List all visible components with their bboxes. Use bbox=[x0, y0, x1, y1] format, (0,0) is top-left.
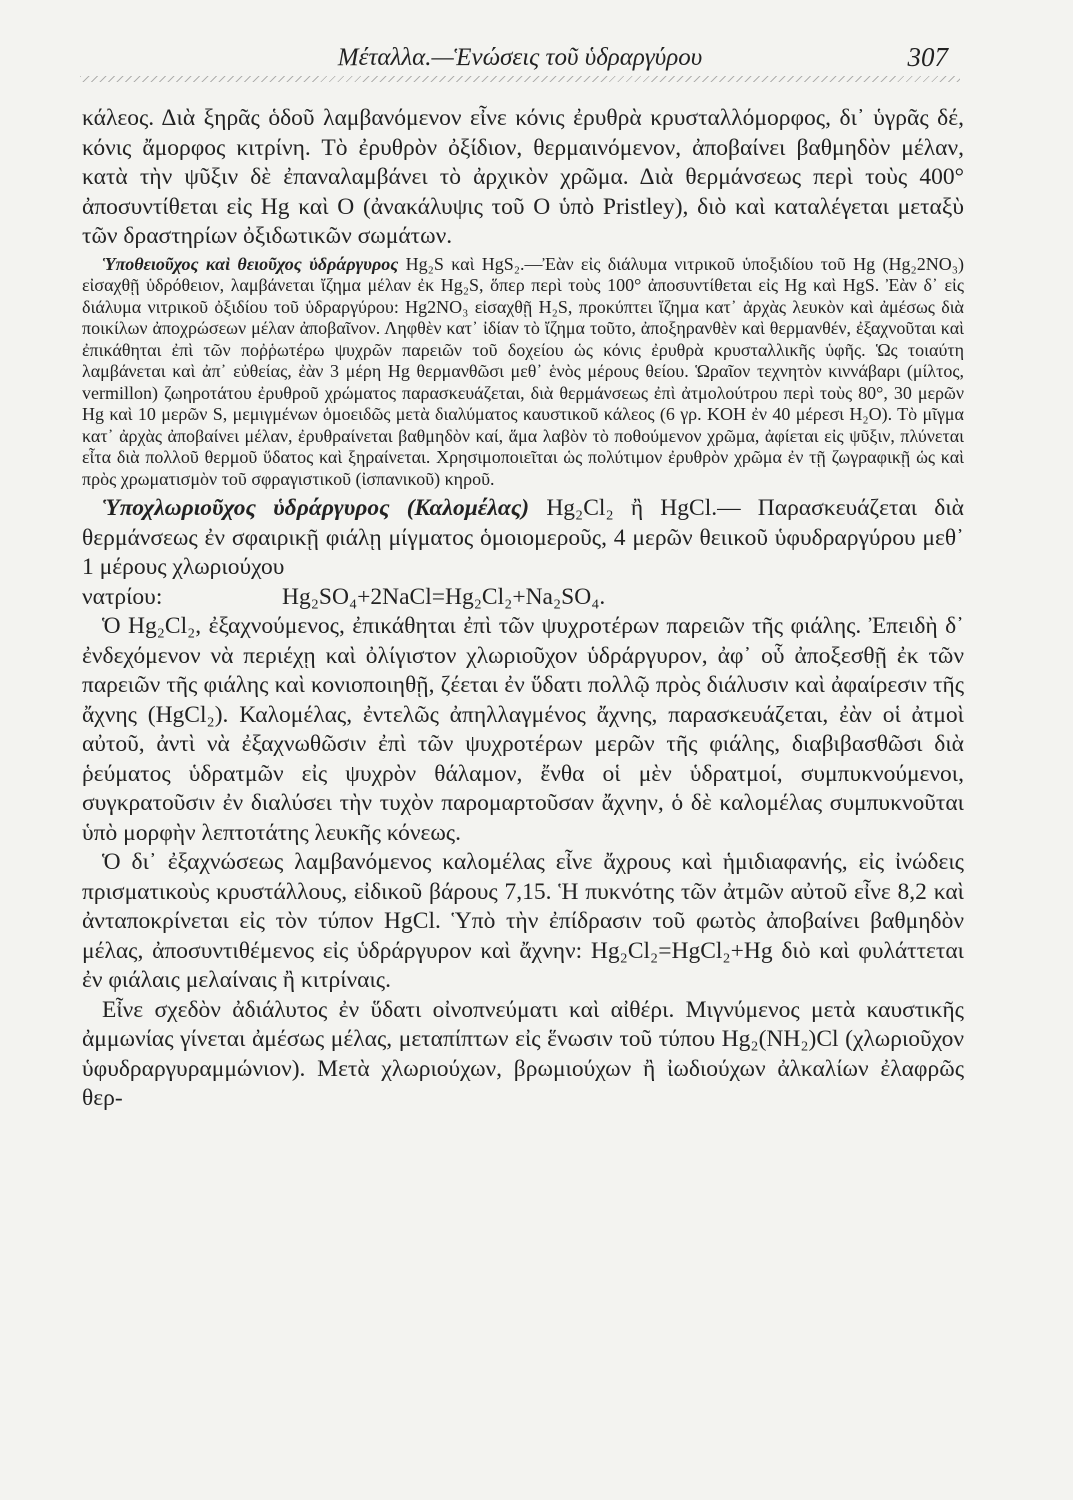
page-number: 307 bbox=[907, 42, 948, 72]
main-text bbox=[82, 104, 964, 1114]
equation: Hg₂SO₄+2NaCl=Hg₂Cl₂+Na₂SO₄. bbox=[282, 583, 606, 610]
section-heading-sulfides: Ὑποθειοῦχος καὶ θειοῦχος ὑδράργυρος bbox=[102, 253, 399, 274]
equation-line bbox=[82, 583, 964, 613]
header-rule bbox=[80, 76, 960, 82]
paragraph-calomel-properties bbox=[82, 848, 964, 996]
sulfides-formula: Hg₂S καὶ HgS₂. bbox=[405, 253, 525, 274]
running-title: Μέταλλα.—Ἑνώσεις τοῦ ὑδραργύρου bbox=[337, 44, 703, 71]
calomel-formula: Hg₂Cl₂ ἢ HgCl.— bbox=[546, 495, 741, 521]
properties-text: Ὁ δι᾽ ἐξαχνώσεως λαμβανόμενος καλομέλας εἶνε ἄχρους καὶ ἡμιδιαφανής, εἰς ἰνώδεις πρισματικοὺς κρυστάλλους, εἰδικοῦ βάρους 7,15. Ἡ πυκνότης τῶν ἀτμῶν αὐτοῦ εἶνε 8,2 καὶ ἀνταποκρίνεται εἰς τὸν τύπον HgCl. Ὑπὸ τὴν ἐπίδρασιν τοῦ φωτὸς ἀποβαίνει βαθμηδὸν μέλας, ἀποσυντιθέμενος εἰς ὑδράργυρον καὶ ἄχνην: Hg₂Cl₂=HgCl₂+Hg διὸ καὶ φυλάττεται ἐν φιάλαις μελαίναις ἢ κιτρίναις. bbox=[82, 849, 964, 993]
calomel-text: Παρασκευάζεται διὰ θερμάνσεως ἐν σφαιρικῇ φιάλῃ μίγματος ὁμοιομεροῦς, 4 μερῶν θειικοῦ ὑφυδραργύρου μεθ᾽ 1 μέρους χλωριούχου bbox=[82, 495, 964, 580]
paragraph-calomel-solubility bbox=[82, 996, 964, 1114]
paragraph-mercury-oxide: κάλεος. Διὰ ξηρᾶς ὁδοῦ λαμβανόμενον εἶνε κόνις ἐρυθρὰ κρυσταλλόμορφος, δι᾽ ὑγρᾶς δέ, κόνις ἄμορφος κιτρίνη. Τὸ ἐρυθρὸν ὀξίδιον, θερμαινόμενον, ἀποβαίνει βαθμηδὸν μέλαν, κατὰ τὴν ψῦξιν δὲ ἐπαναλαμβάνει τὸ ἀρχικὸν χρῶμα. Διὰ θερμάνσεως περὶ τοὺς 400° ἀποσυντίθεται εἰς Hg καὶ O (ἀνακάλυψις τοῦ O ὑπὸ Pristley), διὸ καὶ καταλέγεται μεταξὺ τῶν δραστηρίων ὀξιδωτικῶν σωμάτων. bbox=[82, 105, 964, 249]
paragraph-mercury-sulfides bbox=[82, 254, 964, 491]
sulfides-text: —Ἐὰν εἰς διάλυμα νιτρικοῦ ὑποξιδίου τοῦ Hg (Hg₂2NO₃) εἰσαχθῇ ὑδρόθειον, λαμβάνεται ἴζημα μέλαν ἐκ Hg₂S, ὅπερ περὶ τοὺς 100° ἀποσυντίθεται εἰς Hg καὶ HgS. Ἐὰν δ᾽ εἰς διάλυμα νιτρικοῦ ὀξιδίου τοῦ ὑδραργύρου: Hg2NO₃ εἰσαχθῇ H₂S, προκύπτει ἴζημα κατ᾽ ἀρχὰς λευκὸν καὶ ἀμέσως διὰ ποικίλων ἀποχρώσεων μέλαν ἀποβαῖνον. Ληφθὲν κατ᾽ ἰδίαν τὸ ἴζημα τοῦτο, ἀποξηρανθὲν καὶ θερμανθέν, ἐξαχνοῦται καὶ ἐπικάθηται ἐπὶ τῶν ποῤῥωτέρω ψυχρῶν παρειῶν τοῦ δοχείου ὡς κόνις ἐρυθρὰ κρυσταλλικῆς ὑφῆς. Ὡς τοιαύτη λαμβάνεται καὶ ἀπ᾽ εὐθείας, ἐὰν 3 μέρη Hg θερμανθῶσι μεθ᾽ ἑνὸς μέρους θείου. Ὡραῖον τεχνητὸν κιννάβαρι (μίλτος, vermillon) ζωηροτάτου ἐρυθροῦ χρώματος παρασκευάζεται, διὰ θερμάνσεως ἐπὶ ἀτμολούτρου περὶ τοὺς 80°, 30 μερῶν Hg καὶ 10 μερῶν S, μεμιγμένων ὁμοειδῶς μετὰ διαλύματος καυστικοῦ κάλεος (6 γρ. KOH ἐν 40 μέρεσι H₂O). Τὸ μῖγμα κατ᾽ ἀρχὰς ἀποβαίνει μέλαν, ἐρυθραίνεται βαθμηδὸν καί, ἅμα λαβὸν τὸ ποθούμενον χρῶμα, ἀφίεται εἰς ψῦξιν, πλύνεται εἶτα διὰ πολλοῦ θερμοῦ ὕδατος καὶ ξηραίνεται. Χρησιμοποιεῖται ὡς πολύτιμον ἐρυθρὸν χρῶμα ἐν τῇ ζωγραφικῇ ὡς καὶ πρὸς χρωματισμὸν τοῦ σφραγιστικοῦ (ἰσπανικοῦ) κηροῦ. bbox=[82, 253, 965, 489]
solubility-text: Εἶνε σχεδὸν ἀδιάλυτος ἐν ὕδατι οἰνοπνεύματι καὶ αἰθέρι. Μιγνύμενος μετὰ καυστικῆς ἀμμωνίας γίνεται ἀμέσως μέλας, μεταπίπτων εἰς ἕνωσιν τοῦ τύπου Hg₂(NH₂)Cl (χλωριοῦχον ὑφυδραργυραμμώνιον). Μετὰ χλωριούχων, βρωμιούχων ἢ ἰωδιούχων ἀλκαλίων ἐλαφρῶς θερ- bbox=[82, 996, 964, 1111]
equation-label: νατρίου: bbox=[82, 583, 163, 610]
sublimation-text: Ὁ Hg₂Cl₂, ἐξαχνούμενος, ἐπικάθηται ἐπὶ τῶν ψυχροτέρων παρειῶν τῆς φιάλης. Ἐπειδὴ δ᾽ ἐνδεχόμενον νὰ περιέχῃ καὶ ὀλίγιστον χλωριοῦχον ὑδράργυρον, ἀφ᾽ οὗ ἀποξεσθῇ ἐκ τῶν παρειῶν τῆς φιάλης καὶ κονιοποιηθῇ, ζέεται ἐν ὕδατι πολλῷ πρὸς διάλυσιν καὶ ἀφαίρεσιν τῆς ἄχνης (HgCl₂). Καλομέλας, ἐντελῶς ἀπηλλαγμένος ἄχνης, παρασκευάζεται, ἐὰν οἱ ἀτμοὶ αὐτοῦ, ἀντὶ νὰ ἐξαχνωθῶσιν ἐπὶ τῶν ψυχροτέρων μερῶν τῆς φιάλης, διαβιβασθῶσι διὰ ῥεύματος ὑδρατμῶν εἰς ψυχρὸν θάλαμον, ἔνθα οἱ μὲν ὑδρατμοί, συμπυκνούμενοι, συγκρατοῦσιν ἐν διαλύσει τὴν τυχὸν παρομαρτοῦσαν ἄχνην, ὁ δὲ καλομέλας συμπυκνοῦται ὑπὸ μορφὴν λεπτοτάτης λευκῆς κόνεως. bbox=[82, 613, 964, 846]
paragraph-calomel-intro bbox=[82, 494, 964, 583]
paragraph-calomel-sublimation bbox=[82, 612, 964, 848]
page-header bbox=[80, 40, 960, 80]
section-heading-calomel: Ὑποχλωριοῦχος ὑδράργυρος (Καλομέλας) bbox=[102, 495, 530, 521]
